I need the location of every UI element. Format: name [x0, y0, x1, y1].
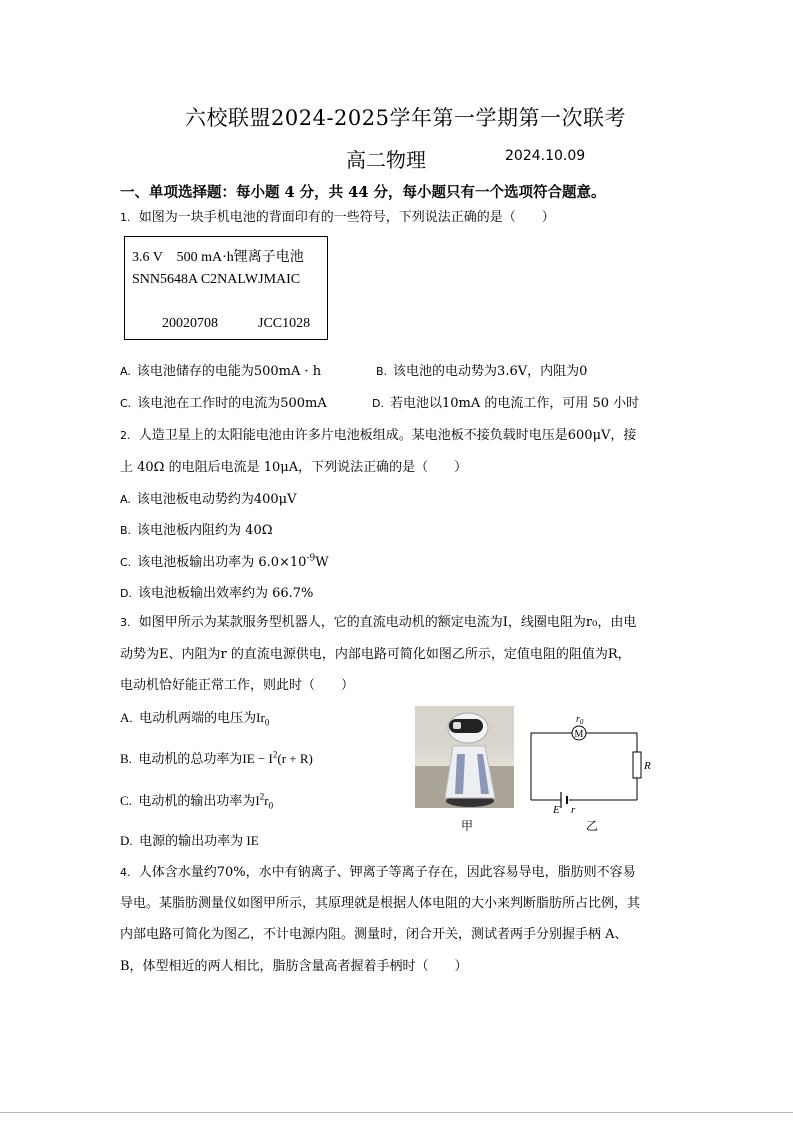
q2-option-a	[120, 488, 296, 507]
robot-illustration	[415, 706, 514, 808]
question-3-stem	[120, 611, 636, 630]
question-text: 人造卫星上的太阳能电池由许多片电池板组成。某电池板不接负载时电压是600μV，接	[138, 428, 637, 443]
question-text: 人体含水量约70%，水中有钠离子、钾离子等离子存在，因此容易导电，脂肪则不容易	[138, 865, 636, 880]
robot-photo	[415, 706, 514, 808]
option-text: 该电池板输出效率约为 66.7%	[137, 586, 314, 601]
r0-label: $r_0$	[576, 714, 584, 726]
battery-label-line: 3.6 V 500 mA·h锂离子电池	[132, 250, 304, 265]
figure-caption-yi: 乙	[586, 819, 599, 833]
motor-label: M	[574, 729, 584, 740]
question-number: 1.	[120, 211, 131, 224]
question-3-stem-line3: 电动机恰好能正常工作，则此时（ ）	[120, 678, 355, 693]
q3-option-a	[120, 707, 269, 728]
q1-option-c	[120, 392, 327, 411]
battery-label-line: JCC1028	[258, 316, 311, 331]
q1-option-d	[372, 392, 639, 411]
option-label: C.	[120, 397, 132, 410]
superscript: -9	[306, 553, 316, 564]
option-text: r	[264, 793, 269, 808]
question-2-stem-line2: 上 40Ω 的电阻后电流是 10μA，下列说法正确的是（ ）	[120, 460, 468, 475]
option-label: A.	[120, 365, 131, 378]
question-text: 如图甲所示为某款服务型机器人，它的直流电动机的额定电流为I，线圈电阻为r₀，由电	[138, 615, 637, 630]
option-text: 该电池板输出功率为 6.0×10	[137, 555, 307, 570]
q2-option-c	[120, 551, 329, 570]
superscript: 2	[259, 791, 265, 802]
battery-label-line: 20020708	[162, 316, 218, 331]
question-number: 2.	[120, 429, 131, 442]
option-label: D.	[372, 397, 384, 410]
page-bottom-divider	[0, 1112, 793, 1113]
question-number: 3.	[120, 616, 131, 629]
question-4-line2: 导电。某脂肪测量仪如图甲所示，其原理就是根据人体电阻的大小来判断脂肪所占比例，其	[120, 896, 641, 911]
resistor-symbol	[633, 752, 641, 778]
q2-option-d	[120, 582, 313, 601]
option-label: C.	[120, 793, 132, 808]
question-4-line4: B，体型相近的两人相比，脂肪含量高者握着手柄时（ ）	[120, 959, 468, 974]
option-label: A.	[120, 493, 131, 506]
section-heading: 一、单项选择题：每小题 4 分，共 44 分，每小题只有一个选项符合题意。	[120, 184, 606, 201]
battery-label-figure	[124, 236, 328, 340]
figure-caption-jia: 甲	[461, 819, 474, 833]
option-text-unit: W	[315, 555, 329, 570]
option-label: B.	[376, 365, 388, 378]
circuit-diagram	[525, 710, 651, 820]
subject-title: 高二物理	[346, 148, 426, 172]
R-label: R	[644, 760, 651, 772]
q3-option-c	[120, 790, 273, 811]
E-label: E	[553, 804, 560, 816]
exam-date: 2024.10.09	[505, 148, 586, 164]
q1-option-a	[120, 360, 321, 379]
battery-label-line: SNN5648A C2NALWJMAIC	[132, 272, 301, 287]
option-label: B.	[120, 524, 132, 537]
subscript: 0	[268, 800, 274, 811]
question-2-stem	[120, 424, 636, 443]
q3-option-b	[120, 748, 313, 767]
option-text: 电动机的总功率为IE − I	[138, 751, 273, 766]
question-number: 4.	[120, 866, 131, 879]
option-text: (r + R)	[277, 751, 313, 766]
q3-option-d	[120, 830, 259, 849]
option-text: 若电池以10mA 的电流工作，可用 50 小时	[389, 396, 640, 411]
superscript: 2	[272, 749, 278, 760]
option-text: 电源的输出功率为 IE	[139, 833, 259, 848]
exam-title: 六校联盟2024-2025学年第一学期第一次联考	[185, 106, 626, 130]
option-label: B.	[120, 751, 132, 766]
option-label: D.	[120, 587, 132, 600]
r-label: r	[571, 804, 576, 816]
question-3-stem-line2: 动势为E、内阻为r 的直流电源供电，内部电路可简化如图乙所示，定值电阻的阻值为R，	[120, 647, 631, 662]
q2-option-b	[120, 519, 273, 538]
option-label: D.	[120, 833, 133, 848]
option-text: 电动机两端的电压为Ir	[139, 710, 265, 725]
question-4-stem	[120, 861, 636, 880]
question-text: 如图为一块手机电池的背面印有的一些符号，下列说法正确的是（ ）	[138, 210, 555, 225]
option-label: C.	[120, 556, 132, 569]
option-text: 该电池的电动势为3.6V，内阻为0	[393, 364, 588, 379]
question-1-stem	[120, 206, 555, 225]
option-text: 该电池在工作时的电流为500mA	[137, 396, 327, 411]
subscript: 0	[264, 717, 270, 728]
question-4-line3: 内部电路可简化为图乙，不计电源内阻。测量时，闭合开关，测试者两手分别握手柄 A、	[120, 927, 628, 942]
option-text: 电动机的输出功率为I	[138, 793, 260, 808]
q1-option-b	[376, 360, 587, 379]
option-label: A.	[120, 710, 133, 725]
option-text: 该电池板电动势约为400μV	[136, 492, 297, 507]
option-text: 该电池板内阻约为 40Ω	[137, 523, 273, 538]
option-text: 该电池储存的电能为500mA · h	[136, 364, 322, 379]
